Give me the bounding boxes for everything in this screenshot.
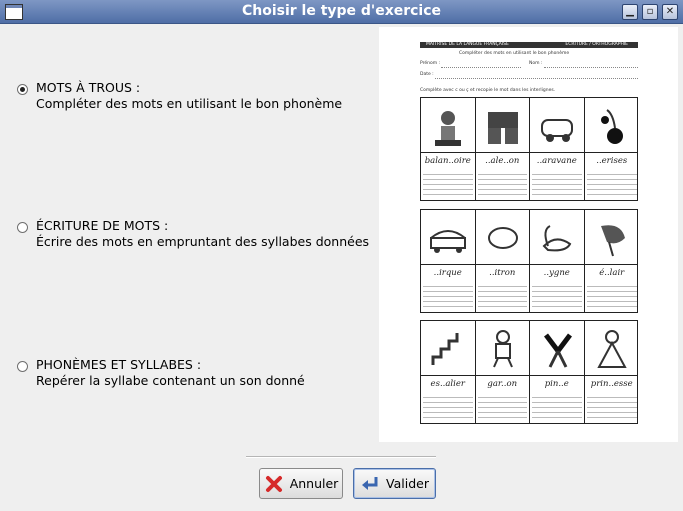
preview-word: ..itron [489,268,516,278]
preview-cell [476,98,531,200]
radio-phonemes-et-syllabes[interactable] [17,361,28,372]
preview-word: ..aravane [536,156,577,166]
staircase-icon [427,327,469,371]
caravan-icon [536,104,578,148]
option-description: Compléter des mots en utilisant le bon phonème [36,96,343,111]
option-title: MOTS À TROUS : [36,80,141,95]
option-label[interactable] [36,357,305,389]
preview-cell [476,321,531,423]
preview-word: es..alier [430,379,465,389]
ok-button[interactable] [353,468,436,499]
exercise-preview [379,27,678,442]
writing-lines [587,170,638,196]
preview-word: ..erises [596,156,628,166]
close-icon[interactable]: ✕ [662,4,678,20]
preview-cell [530,321,585,423]
writing-lines [478,282,528,308]
preview-cell [585,321,640,423]
window-title: Choisir le type d'exercice [241,3,442,19]
boy-icon [482,327,524,371]
radio-ecriture-de-mots[interactable] [17,222,28,233]
princess-icon [591,327,633,371]
option-description: Écrire des mots en empruntant des syllabes données [36,234,370,249]
writing-lines [532,170,582,196]
preview-cell [585,98,640,200]
cherries-icon [591,104,633,148]
writing-lines [423,393,473,419]
preview-row-1 [420,97,638,201]
return-arrow-icon [360,474,380,494]
lemon-icon [482,216,524,260]
preview-word: balan..oire [424,156,471,166]
writing-lines [423,170,473,196]
preview-row-2 [420,209,638,313]
option-label[interactable] [36,80,342,112]
eclair-icon [591,216,633,260]
preview-word: gar..on [487,379,518,389]
shorts-icon [482,104,524,148]
writing-lines [478,170,528,196]
preview-cell [421,98,476,200]
exercise-type-options [0,23,375,443]
writing-lines [587,282,638,308]
preview-word: é..lair [599,268,625,278]
preview-cell [421,210,476,312]
cancel-button[interactable] [259,468,343,499]
writing-lines [532,393,582,419]
writing-lines [532,282,582,308]
preview-word: ..ale..on [485,156,520,166]
option-title: PHONÈMES ET SYLLABES : [36,357,202,372]
preview-cell [421,321,476,423]
writing-lines [478,393,528,419]
preview-prenom-label: Prénom : [420,61,441,66]
ok-button-label: Valider [386,476,429,491]
maximize-icon[interactable]: ▫ [642,4,658,20]
preview-row-3 [420,320,638,424]
preview-cell [585,210,640,312]
preview-header-right: ÉCRITURE / ORTHOGRAPHIE [565,42,628,47]
preview-instruction: Complète avec c ou ç et recopie le mot dans les interlignes. [420,88,556,93]
preview-header [420,42,638,48]
preview-date-label: Date : [420,72,434,77]
radio-mots-a-trous[interactable] [17,84,28,95]
preview-cell [476,210,531,312]
option-label[interactable] [36,218,369,250]
minimize-icon[interactable]: ▁ [622,4,638,20]
preview-cell [530,210,585,312]
option-title: ÉCRITURE DE MOTS : [36,218,169,233]
swing-icon [427,104,469,148]
preview-word: pin..e [544,379,569,389]
swan-icon [536,216,578,260]
preview-word: ..irque [433,268,462,278]
writing-lines [587,393,638,419]
button-separator [246,456,436,458]
preview-word: ..ygne [543,268,570,278]
preview-header-left: MAITRISE DE LA LANGUE FRANÇAISE [426,42,509,47]
circus-icon [427,216,469,260]
cancel-button-label: Annuler [289,476,339,491]
preview-subtitle: Compléter des mots en utilisant le bon phonème [459,51,570,56]
preview-word: prin..esse [590,379,633,389]
option-description: Repérer la syllabe contenant un son donné [36,373,305,388]
writing-lines [423,282,473,308]
preview-cell [530,98,585,200]
cancel-x-icon [264,474,284,494]
pliers-icon [536,327,578,371]
preview-nom-label: Nom : [529,61,543,66]
title-bar[interactable] [0,0,683,24]
